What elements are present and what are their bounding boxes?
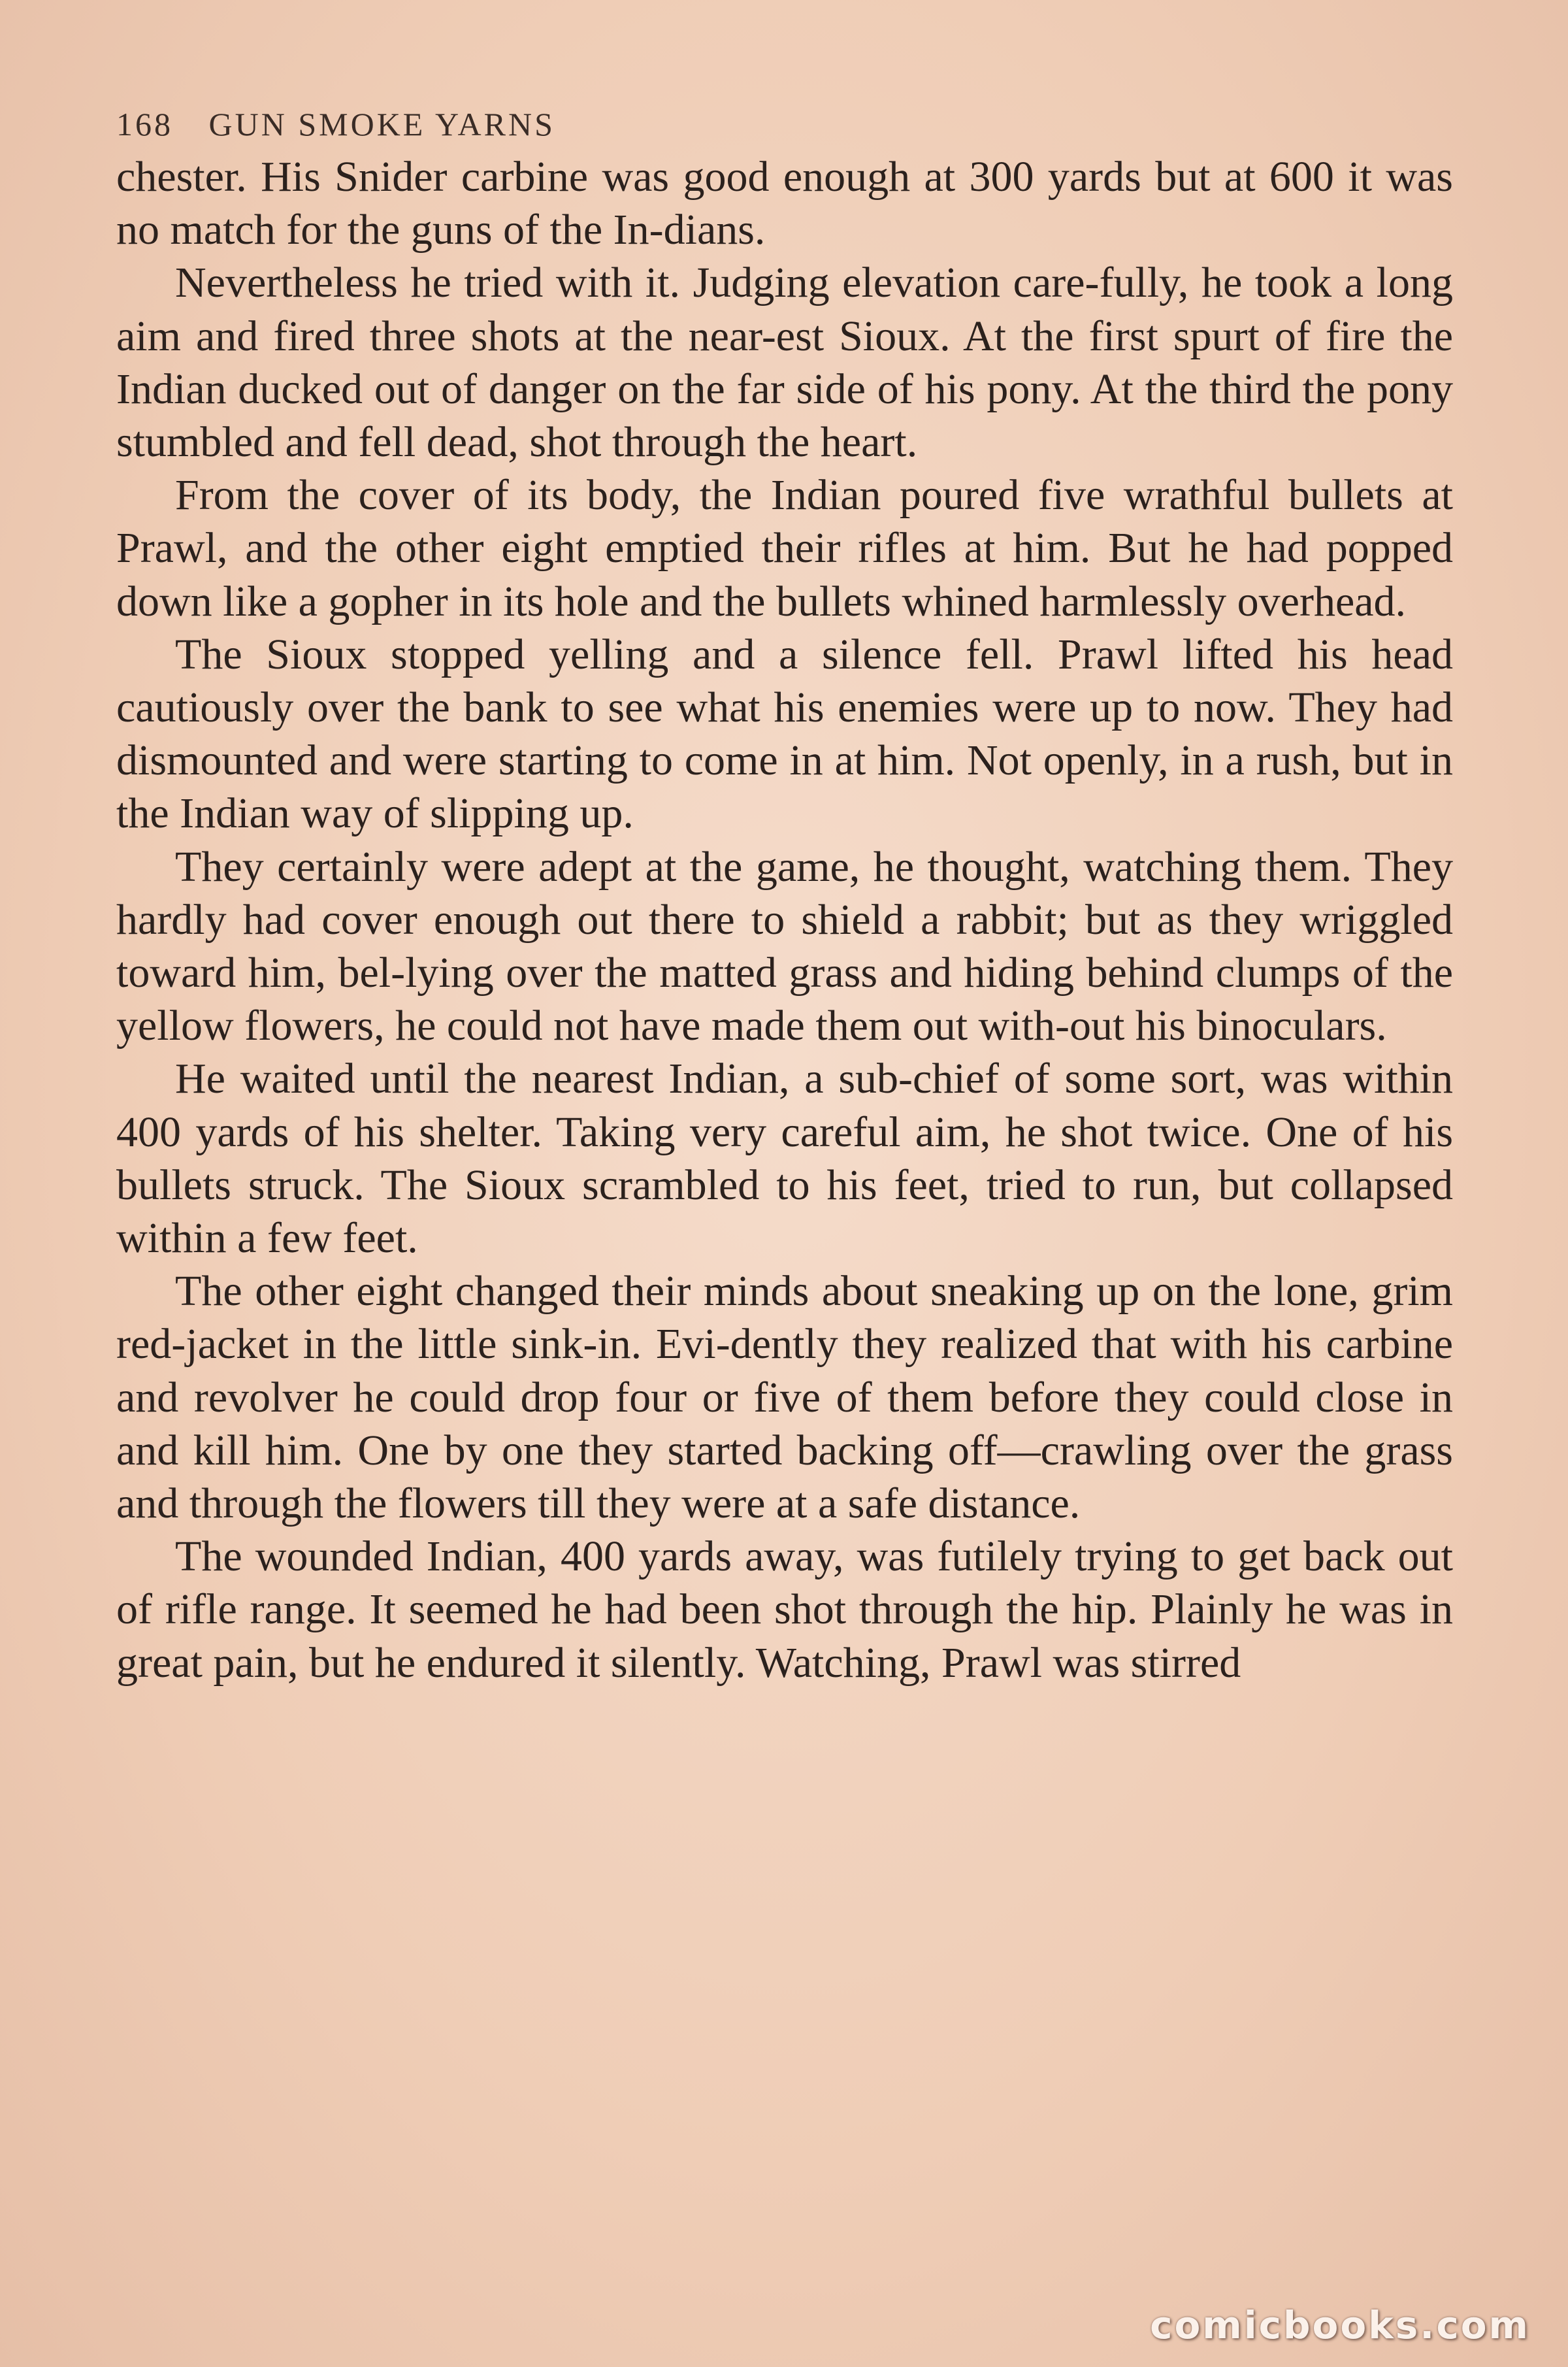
running-title: GUN SMOKE YARNS: [208, 106, 555, 142]
paragraph: The other eight changed their minds about sneaking up on the lone, grim red-jacket in the little sink-in. Evi-dently they realized that with his carbine and revolver he could drop four or five of them before they could close in and kill him. One by one they started backing off—crawling over the grass and through the flowers till they were at a safe distance.: [116, 1267, 1453, 1528]
running-header: [116, 98, 1453, 150]
paragraph: They certainly were adept at the game, he thought, watching them. They hardly had cover enough out there to shield a rabbit; but as they wriggled toward him, bel-lying over the matted grass and hiding behind clumps of the yellow flowers, he could not have made them out with-out his binoculars.: [116, 842, 1453, 1050]
paragraph: Nevertheless he tried with it. Judging elevation care-fully, he took a long aim and fired three shots at the near-est Sioux. At the first spurt of fire the Indian ducked out of danger on the far side of his pony. At the third the pony stumbled and fell dead, shot through the heart.: [116, 259, 1453, 467]
page-content: [116, 98, 1453, 1689]
paragraph: The wounded Indian, 400 yards away, was futilely trying to get back out of rifle range. It seemed he had been shot through the hip. Plainly he was in great pain, but he endured it silently. Watching, Prawl was stirred: [116, 1532, 1453, 1687]
site-watermark: comicbooks.com: [1150, 2303, 1530, 2347]
paragraph: chester. His Snider carbine was good enough at 300 yards but at 600 it was no match for the guns of the In-dians.: [116, 153, 1453, 254]
page-number: 168: [116, 106, 173, 142]
paragraph: He waited until the nearest Indian, a sub-chief of some sort, was within 400 yards of his shelter. Taking very careful aim, he shot twice. One of his bullets struck. The Sioux scrambled to his feet, tried to run, but collapsed within a few feet.: [116, 1055, 1453, 1263]
body-text: [116, 150, 1453, 1689]
paragraph: From the cover of its body, the Indian poured five wrathful bullets at Prawl, and the other eight emptied their rifles at him. But he had popped down like a gopher in its hole and the bullets whined harmlessly overhead.: [116, 471, 1453, 625]
paragraph: The Sioux stopped yelling and a silence fell. Prawl lifted his head cautiously over the bank to see what his enemies were up to now. They had dismounted and were starting to come in at him. Not openly, in a rush, but in the Indian way of slipping up.: [116, 630, 1453, 838]
